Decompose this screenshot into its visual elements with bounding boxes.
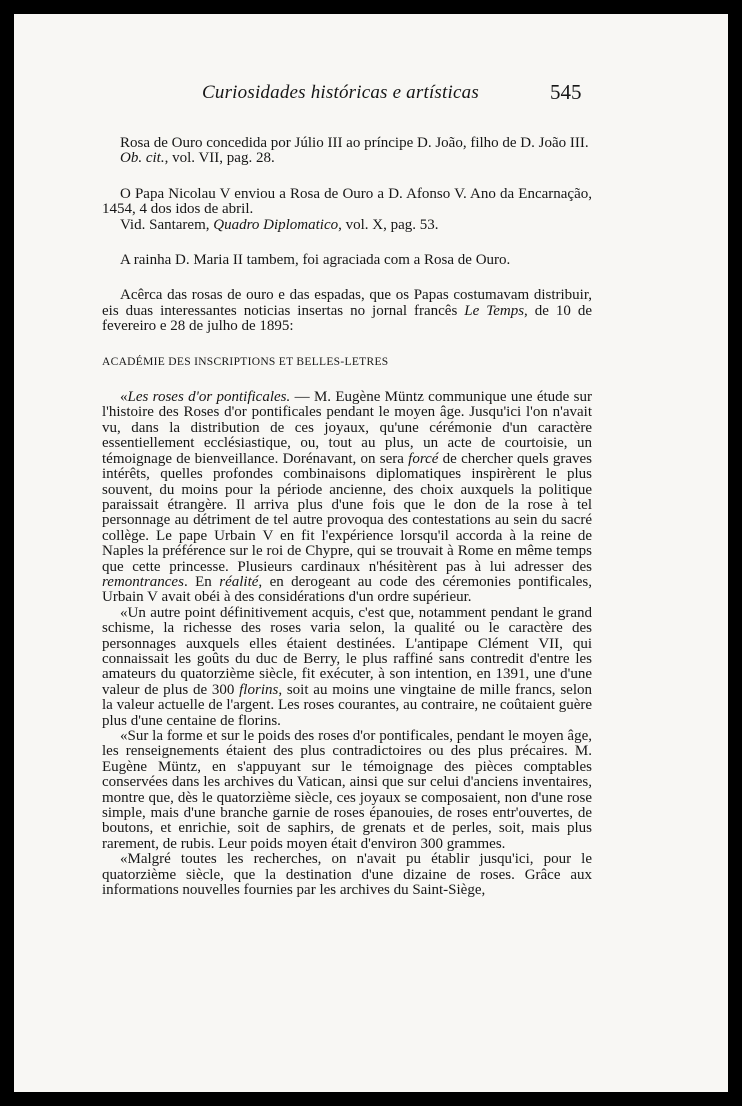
- journal-name: Le Temps: [464, 302, 525, 319]
- spacer: [102, 268, 592, 288]
- entry-nicolau-v-citation: Vid. Santarem, Quadro Diplomatico, vol. X, pag. 53.: [120, 216, 439, 233]
- spacer: [102, 233, 592, 253]
- spacer: [102, 167, 592, 187]
- article-paragraph-1: «Les roses d'or pontificales. — M. Eugène Müntz communique une étude sur l'histoire des Roses d'or pontificales pendant le moyen âge. Jusqu'ici l'on n'avait vu, dans la distribution de ces joyaux, qu'une cérémonie d'un caractère essentiellement ecclésiastique, ou, tout au plus, un acte de courtoisie, un témoignage de bienveillance. Dorénavant, on sera forcé de chercher quels graves intérêts, quelles profondes combinaisons diplomatiques inspirèrent le plus souvent, du moins pour la période ancienne, des choix auxquels la politique paraissait étrangère. Il arriva plus d'une fois que le don de la rose à tel personnage au détriment de tel autre provoqua des contestations au sein du sacré collège. Le pape Urbain V en fit l'expérience lorsqu'il accorda à la reine de Naples la préférence sur le roi de Chypre, qui se trouvait à Rome en même temps que cette princesse. Plusieurs cardinaux n'hésitèrent pas à lui adresser des remontrances. En réalité, en derogeant au code des céremonies pontificales, Urbain V avait obéi à des considérations d'un ordre supérieur.: [102, 389, 592, 606]
- article-paragraph-4: «Malgré toutes les recherches, on n'avait pu établir jusqu'ici, pour le quatorzième siècle, que la destination d'une dizaine de roses. Grâce aux informations nouvelles fournies par les archives du Saint-Siège,: [102, 851, 592, 899]
- page-number: 545: [550, 80, 582, 104]
- page-header: [14, 82, 728, 108]
- book-page: [14, 14, 728, 1092]
- article-paragraph-2: «Un autre point définitivement acquis, c'est que, notamment pendant le grand schisme, la richesse des roses varia selon, la qualité ou le caractère des personnages auxquels elles étaient destinées. L'antipape Clément VII, qui connaissait les goûts du duc de Berry, le plus raffiné sans contredit d'entre les amateurs du quatorzième siècle, fit exécuter, à son intention, en 1391, une d'une valeur de plus de 300 florins, soit au moins une vingtaine de mille francs, selon la valeur actuelle de l'argent. Les roses courantes, au contraire, ne coûtaient guère plus d'une centaine de florins.: [102, 604, 592, 729]
- entry-nicolau-v: O Papa Nicolau V enviou a Rosa de Ouro a D. Afonso V. Ano da Encarnação, 1454, 4 dos idos de abril.: [102, 185, 592, 218]
- intro-paragraph: Acêrca das rosas de ouro e das espadas, que os Papas costumavam distribuir, eis duas interessantes noticias insertas no jornal francês Le Temps, de 10 de fevereiro e 28 de julho de 1895:: [102, 287, 593, 335]
- entry-maria-ii: A rainha D. Maria II tambem, foi agraciada com a Rosa de Ouro.: [120, 252, 511, 269]
- entry-julio-iii: Rosa de Ouro concedida por Júlio III ao príncipe D. João, filho de D. João III.: [120, 135, 589, 151]
- article-title: Les roses d'or pontificales.: [127, 389, 291, 406]
- page-body: [102, 136, 592, 898]
- section-title: ACADÉMIE DES INSCRIPTIONS ET BELLES-LETRES: [102, 355, 389, 368]
- running-title: Curiosidades históricas e artísticas: [202, 82, 479, 103]
- entry-julio-iii-citation: Ob. cit., vol. VII, pag. 28.: [120, 150, 275, 167]
- article-paragraph-3: «Sur la forme et sur le poids des roses d'or pontificales, pendant le moyen âge, les renseignements étaient des plus contradictoires ou des plus précaires. M. Eugène Müntz, en s'appuyant sur le témoignage des pièces comptables conservées dans les archives du Vatican, ainsi que sur celui d'anciens inventaires, montre que, dès le quatorzième siècle, ces joyaux se composaient, non d'une rose simple, mais d'une branche garnie de roses épanouies, de roses entr'ouvertes, de boutons, et enrichie, soit de saphirs, de grenats et de perles, soit, mais plus rarement, de rubis. Leur poids moyen était d'environ 300 grammes.: [102, 728, 592, 852]
- spacer: [102, 335, 592, 355]
- spacer: [102, 370, 592, 390]
